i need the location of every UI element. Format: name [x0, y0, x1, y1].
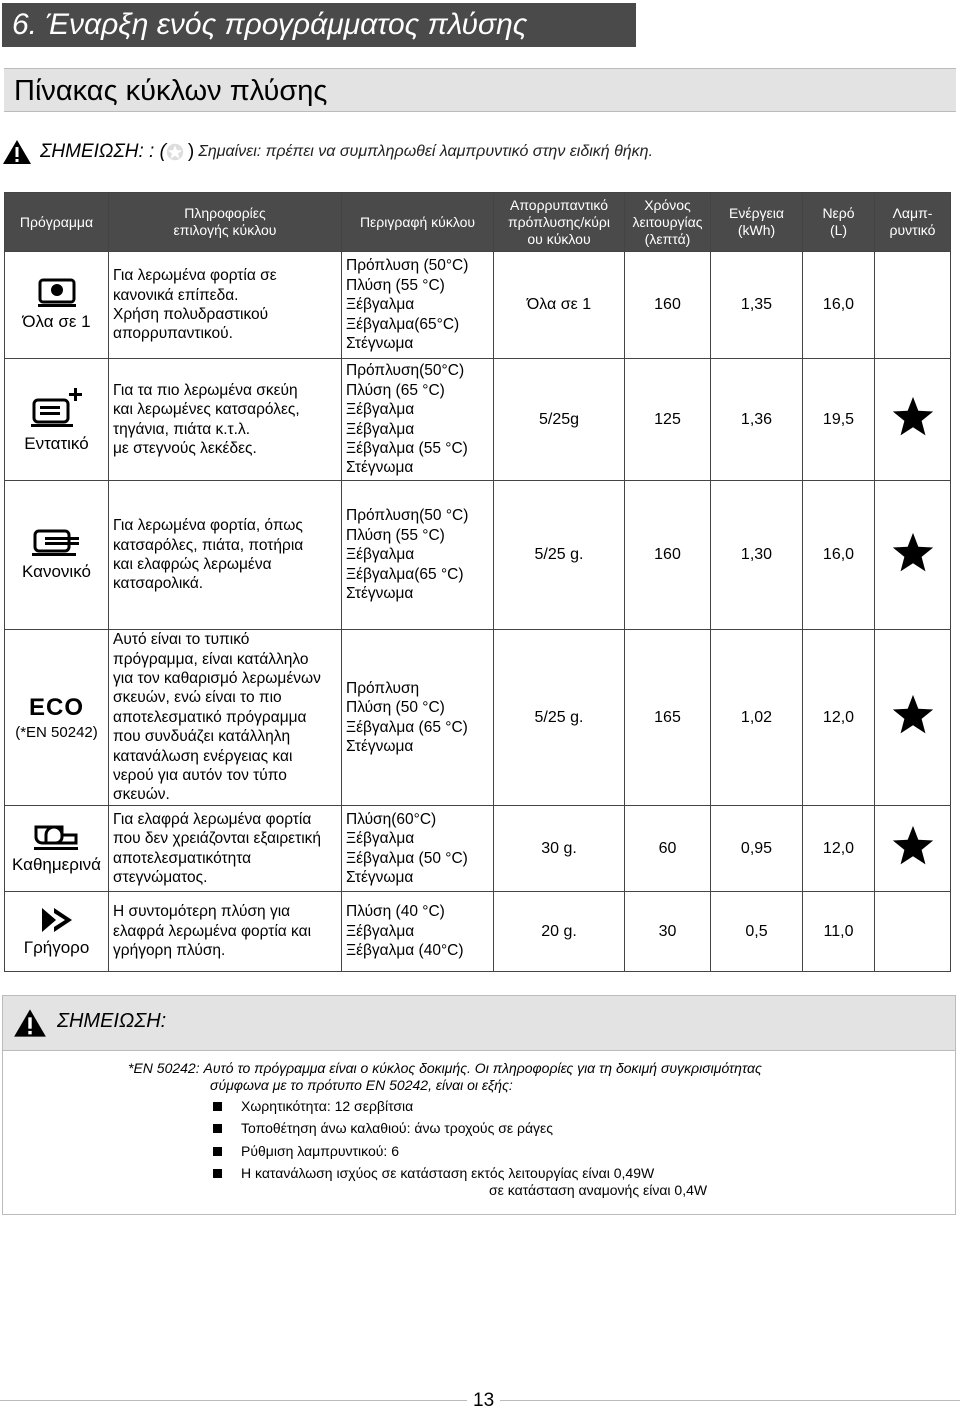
water-cell: 12,0 — [803, 630, 875, 806]
rinse-aid-cell — [875, 806, 951, 892]
table-row — [5, 806, 951, 892]
note-line-2: σύμφωνα με το πρότυπο EN 50242, είναι οι εξής: — [210, 1077, 513, 1093]
detergent-cell: 5/25 g. — [494, 630, 625, 806]
warning-icon — [2, 139, 32, 165]
energy-cell: 0,95 — [711, 806, 803, 892]
description-cell: Πρόπλυση(50°C) Πλύση (65 °C) Ξέβγαλμα Ξέβγαλμα Ξέβγαλμα (55 °C) Στέγνωμα — [342, 359, 494, 481]
time-cell: 125 — [625, 359, 711, 481]
rinse-aid-cell — [875, 892, 951, 972]
bottom-note-header — [3, 996, 955, 1051]
bottom-note-text — [128, 1060, 762, 1094]
header-time: Χρόνος λειτουργίας (λεπτά) — [625, 193, 711, 252]
rinse-aid-star-icon — [891, 531, 935, 575]
bottom-note-box — [2, 995, 956, 1215]
energy-cell: 0,5 — [711, 892, 803, 972]
description-cell: Πρόπλυση (50°C) Πλύση (55 °C) Ξέβγαλμα Ξέβγαλμα(65°C) Στέγνωμα — [342, 252, 494, 359]
info-cell: Η συντομότερη πλύση για ελαφρά λερωμένα φορτία και γρήγορη πλύση. — [109, 892, 342, 972]
list-item: Χωρητικότητα: 12 σερβίτσια — [213, 1098, 413, 1114]
water-cell: 16,0 — [803, 252, 875, 359]
table-row — [5, 481, 951, 630]
note-line-1: *EN 50242: Αυτό το πρόγραμμα είναι ο κύκλος δοκιμής. Οι πληροφορίες για τη δοκιμή συγκρισιμότητας — [128, 1060, 762, 1076]
energy-cell: 1,35 — [711, 252, 803, 359]
description-cell: Πρόπλυση Πλύση (50 °C) Ξέβγαλμα (65 °C) Στέγνωμα — [342, 630, 494, 806]
water-cell: 16,0 — [803, 481, 875, 630]
description-cell: Πρόπλυση(50 °C) Πλύση (55 °C) Ξέβγαλμα Ξέβγαλμα(65 °C) Στέγνωμα — [342, 481, 494, 630]
table-row — [5, 630, 951, 806]
header-program: Πρόγραμμα — [5, 193, 109, 252]
list-item: Η κατανάλωση ισχύος σε κατάσταση εκτός λειτουργίας είναι 0,49W — [213, 1165, 654, 1181]
note-text: Σημαίνει: πρέπει να συμπληρωθεί λαμπρυντικό στην ειδική θήκη. — [198, 143, 654, 160]
table-row — [5, 359, 951, 481]
detergent-cell: 20 g. — [494, 892, 625, 972]
note-label: ΣΗΜΕΙΩΣΗ: : ( — [40, 141, 166, 162]
rinse-aid-star-icon — [166, 143, 184, 161]
header-info: Πληροφορίες επιλογής κύκλου — [109, 193, 342, 252]
rinse-aid-star-icon — [891, 395, 935, 439]
program-cell — [5, 806, 109, 892]
list-item: Ρύθμιση λαμπρυντικού: 6 — [213, 1143, 399, 1159]
table-row — [5, 252, 951, 359]
program-name: Όλα σε 1 — [22, 312, 91, 331]
intensive-icon — [30, 386, 84, 430]
page-number: 13 — [467, 1390, 500, 1412]
program-cell — [5, 252, 109, 359]
water-cell: 19,5 — [803, 359, 875, 481]
program-name: Γρήγορο — [23, 937, 90, 957]
header-description: Περιγραφή κύκλου — [342, 193, 494, 252]
bullet-icon — [213, 1124, 222, 1133]
rinse-aid-cell — [875, 630, 951, 806]
program-cell — [5, 892, 109, 972]
bullet-icon — [213, 1147, 222, 1156]
list-item-continuation: σε κατάσταση αναμονής είναι 0,4W — [489, 1182, 708, 1198]
info-cell: Για ελαφρά λερωμένα φορτία που δεν χρειάζονται εξαιρετική αποτελεσματικότητα στεγνώματος. — [109, 806, 342, 892]
info-cell: Για λερωμένα φορτία σε κανονικά επίπεδα. Χρήση πολυδραστικού απορρυπαντικού. — [109, 252, 342, 359]
normal-icon — [31, 528, 83, 558]
info-cell: Για τα πιο λερωμένα σκεύη και λερωμένες κατσαρόλες, τηγάνια, πιάτα κ.τ.λ. με στεγνούς λεκέδες. — [109, 359, 342, 481]
header-rinse-aid: Λαμπ- ρυντικό — [875, 193, 951, 252]
program-sub: (*EN 50242) — [15, 723, 98, 741]
program-cell — [5, 359, 109, 481]
water-cell: 12,0 — [803, 806, 875, 892]
warning-icon — [13, 1008, 47, 1038]
time-cell: 60 — [625, 806, 711, 892]
energy-cell: 1,02 — [711, 630, 803, 806]
time-cell: 165 — [625, 630, 711, 806]
description-cell: Πλύση (40 °C) Ξέβγαλμα Ξέβγαλμα (40°C) — [342, 892, 494, 972]
eco-icon: ECO — [28, 693, 84, 721]
time-cell: 30 — [625, 892, 711, 972]
program-name: Καθημερινά — [11, 854, 102, 874]
water-cell: 11,0 — [803, 892, 875, 972]
section-title: 6. Έναρξη ενός προγράμματος πλύσης — [2, 3, 636, 47]
description-cell: Πλύση(60°C) Ξέβγαλμα Ξέβγαλμα (50 °C) Στέγνωμα — [342, 806, 494, 892]
energy-cell: 1,36 — [711, 359, 803, 481]
table-row — [5, 892, 951, 972]
detergent-cell: 30 g. — [494, 806, 625, 892]
time-cell: 160 — [625, 481, 711, 630]
energy-cell: 1,30 — [711, 481, 803, 630]
time-cell: 160 — [625, 252, 711, 359]
program-name: Κανονικό — [22, 562, 91, 581]
rinse-aid-star-icon — [891, 693, 935, 737]
note-paren: ) — [187, 141, 195, 162]
header-energy: Ενέργεια (kWh) — [711, 193, 803, 252]
program-cell — [5, 630, 109, 806]
info-cell: Για λερωμένα φορτία, όπως κατσαρόλες, πιάτα, ποτήρια και ελαφρώς λερωμένα κατσαρολικά. — [109, 481, 342, 630]
rinse-aid-note — [2, 134, 653, 170]
program-cell — [5, 481, 109, 630]
program-name: Εντατικό — [24, 433, 89, 453]
header-water: Νερό (L) — [803, 193, 875, 252]
rapid-icon — [40, 906, 74, 934]
rinse-aid-cell — [875, 252, 951, 359]
table-header-row — [5, 193, 951, 252]
daily-icon — [32, 823, 82, 853]
detergent-cell: 5/25 g. — [494, 481, 625, 630]
info-cell: Αυτό είναι το τυπικό πρόγραμμα, είναι κατάλληλο για τον καθαρισμό λερωμένων σκευών, ενώ είναι το πιο αποτελεσματικό πρόγραμμα που συνδυάζει κατάλληλη κατανάλωση ενέργειας και νερού για αυτόν τον τύπο σκευών. — [109, 630, 342, 806]
bullet-icon — [213, 1169, 222, 1178]
detergent-cell: 5/25g — [494, 359, 625, 481]
bullet-icon — [213, 1102, 222, 1111]
table-title: Πίνακας κύκλων πλύσης — [4, 68, 956, 112]
rinse-aid-cell — [875, 481, 951, 630]
header-detergent: Απορρυπαντικό πρόπλυσης/κύρι ου κύκλου — [494, 193, 625, 252]
rinse-aid-cell — [875, 359, 951, 481]
all-in-one-icon — [35, 278, 79, 308]
rinse-aid-star-icon — [891, 824, 935, 868]
list-item: Τοποθέτηση άνω καλαθιού: άνω τροχούς σε ράγες — [213, 1120, 553, 1136]
wash-cycles-table — [4, 192, 951, 972]
detergent-cell: Όλα σε 1 — [494, 252, 625, 359]
bottom-note-heading: ΣΗΜΕΙΩΣΗ: — [57, 1010, 167, 1032]
